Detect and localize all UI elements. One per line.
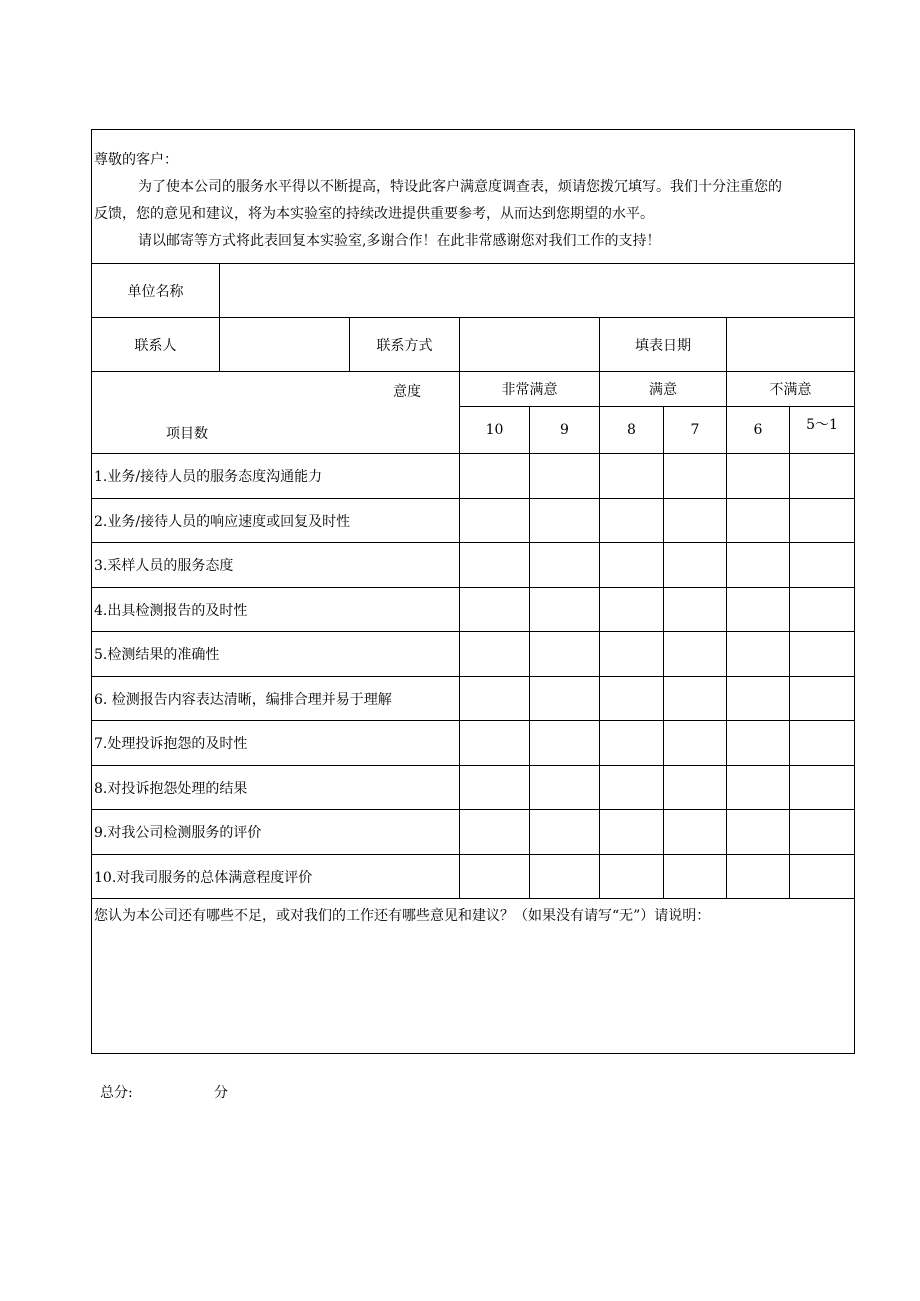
intro-line-3: 请以邮寄等方式将此表回复本实验室,多谢合作！在此非常感谢您对我们工作的支持！ xyxy=(138,233,661,249)
degree-label: 意度 xyxy=(393,384,421,400)
survey-item: 6. 检测报告内容表达清晰，编排合理并易于理解 xyxy=(94,691,392,708)
intro-line-1: 为了使本公司的服务水平得以不断提高，特设此客户满意度调查表，烦请您拨冗填写。我们十分注重您的 xyxy=(138,179,782,195)
score-header: 7 xyxy=(690,422,700,438)
survey-item: 7.处理投诉抱怨的及时性 xyxy=(94,736,248,752)
col-divider xyxy=(663,406,664,898)
intro-section xyxy=(92,130,854,264)
fill-date-field[interactable] xyxy=(727,318,854,371)
survey-item: 3.采样人员的服务态度 xyxy=(94,558,234,574)
feedback-prompt: 您认为本公司还有哪些不足，或对我们的工作还有哪些意见和建议？（如果没有请写“无”）请说明： xyxy=(94,908,711,924)
group-very-satisfied: 非常满意 xyxy=(501,382,558,398)
contact-method-label: 联系方式 xyxy=(376,337,433,354)
feedback-textarea[interactable] xyxy=(92,930,854,1053)
total-score-field[interactable] xyxy=(140,1080,210,1102)
items-label: 项目数 xyxy=(166,426,208,442)
survey-item: 8.对投诉抱怨处理的结果 xyxy=(94,780,248,797)
group-unsatisfied: 不满意 xyxy=(769,382,812,398)
total-score-unit: 分 xyxy=(214,1085,228,1101)
col-divider xyxy=(789,406,790,898)
score-header: 10 xyxy=(485,422,504,438)
survey-item: 4.出具检测报告的及时性 xyxy=(94,602,248,619)
unit-name-label: 单位名称 xyxy=(127,283,184,300)
unit-name-field[interactable] xyxy=(220,264,854,317)
contact-method-field[interactable] xyxy=(460,318,599,371)
survey-item: 9.对我公司检测服务的评价 xyxy=(94,825,262,841)
salutation: 尊敬的客户： xyxy=(94,152,178,168)
col-divider xyxy=(529,406,530,898)
survey-item: 10.对我司服务的总体满意程度评价 xyxy=(94,869,313,886)
intro-line-2: 反馈，您的意见和建议，将为本实验室的持续改进提供重要参考，从而达到您期望的水平。 xyxy=(94,206,654,222)
score-header: 5～1 xyxy=(806,417,838,433)
score-header: 8 xyxy=(627,422,636,438)
survey-item: 5.检测结果的准确性 xyxy=(94,647,220,663)
score-header: 6 xyxy=(753,422,763,438)
survey-form xyxy=(91,129,855,1054)
total-score-label: 总分: xyxy=(100,1085,133,1101)
survey-item: 2.业务/接待人员的响应速度或回复及时性 xyxy=(94,513,351,530)
score-header: 9 xyxy=(560,422,569,438)
contact-person-field[interactable] xyxy=(220,318,349,371)
contact-person-label: 联系人 xyxy=(134,337,177,354)
group-satisfied: 满意 xyxy=(649,382,677,398)
row-divider xyxy=(92,898,854,899)
fill-date-label: 填表日期 xyxy=(635,337,691,354)
survey-item: 1.业务/接待人员的服务态度沟通能力 xyxy=(94,469,323,485)
